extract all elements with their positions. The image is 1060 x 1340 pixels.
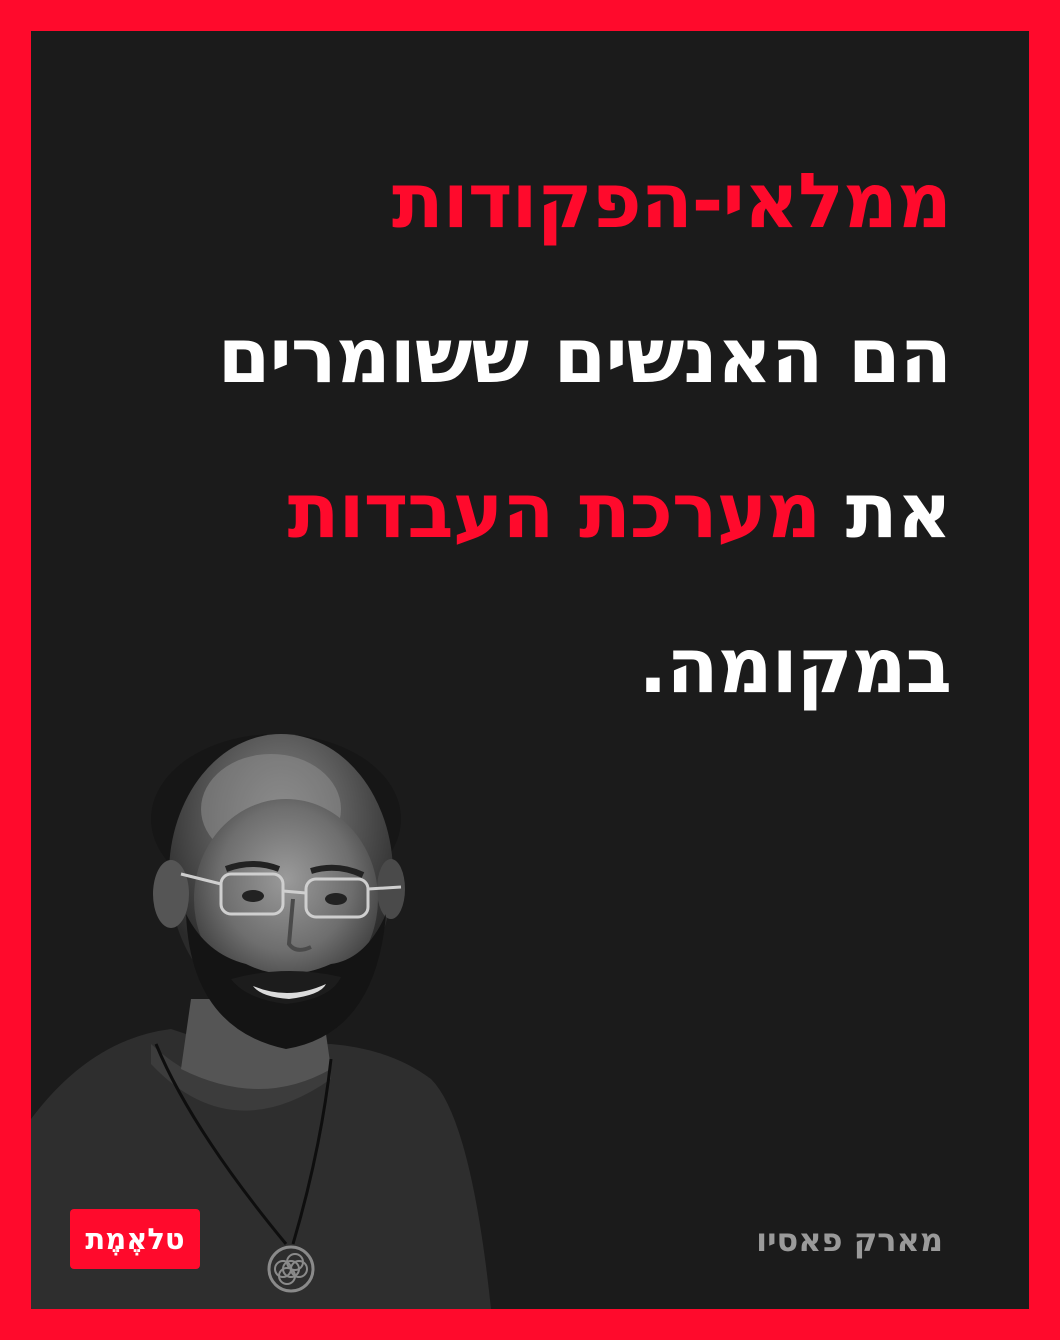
quote-text (91, 123, 951, 743)
quote-line-3-plain: את (845, 466, 951, 555)
quote-line-1: ממלאי-הפקודות (391, 156, 951, 245)
quote-line-3-highlight: מערכת העבדות (287, 466, 821, 555)
quote-line-4: במקומה. (638, 621, 951, 710)
brand-logo-text: טלאֶמֶת (85, 1222, 185, 1256)
poster-frame (31, 31, 1029, 1309)
quote-line-2: הם האנשים ששומרים (217, 311, 951, 400)
brand-logo (70, 1209, 200, 1269)
quote-line-3 (91, 433, 951, 588)
author-name: מארק פאסיו (756, 1221, 943, 1259)
